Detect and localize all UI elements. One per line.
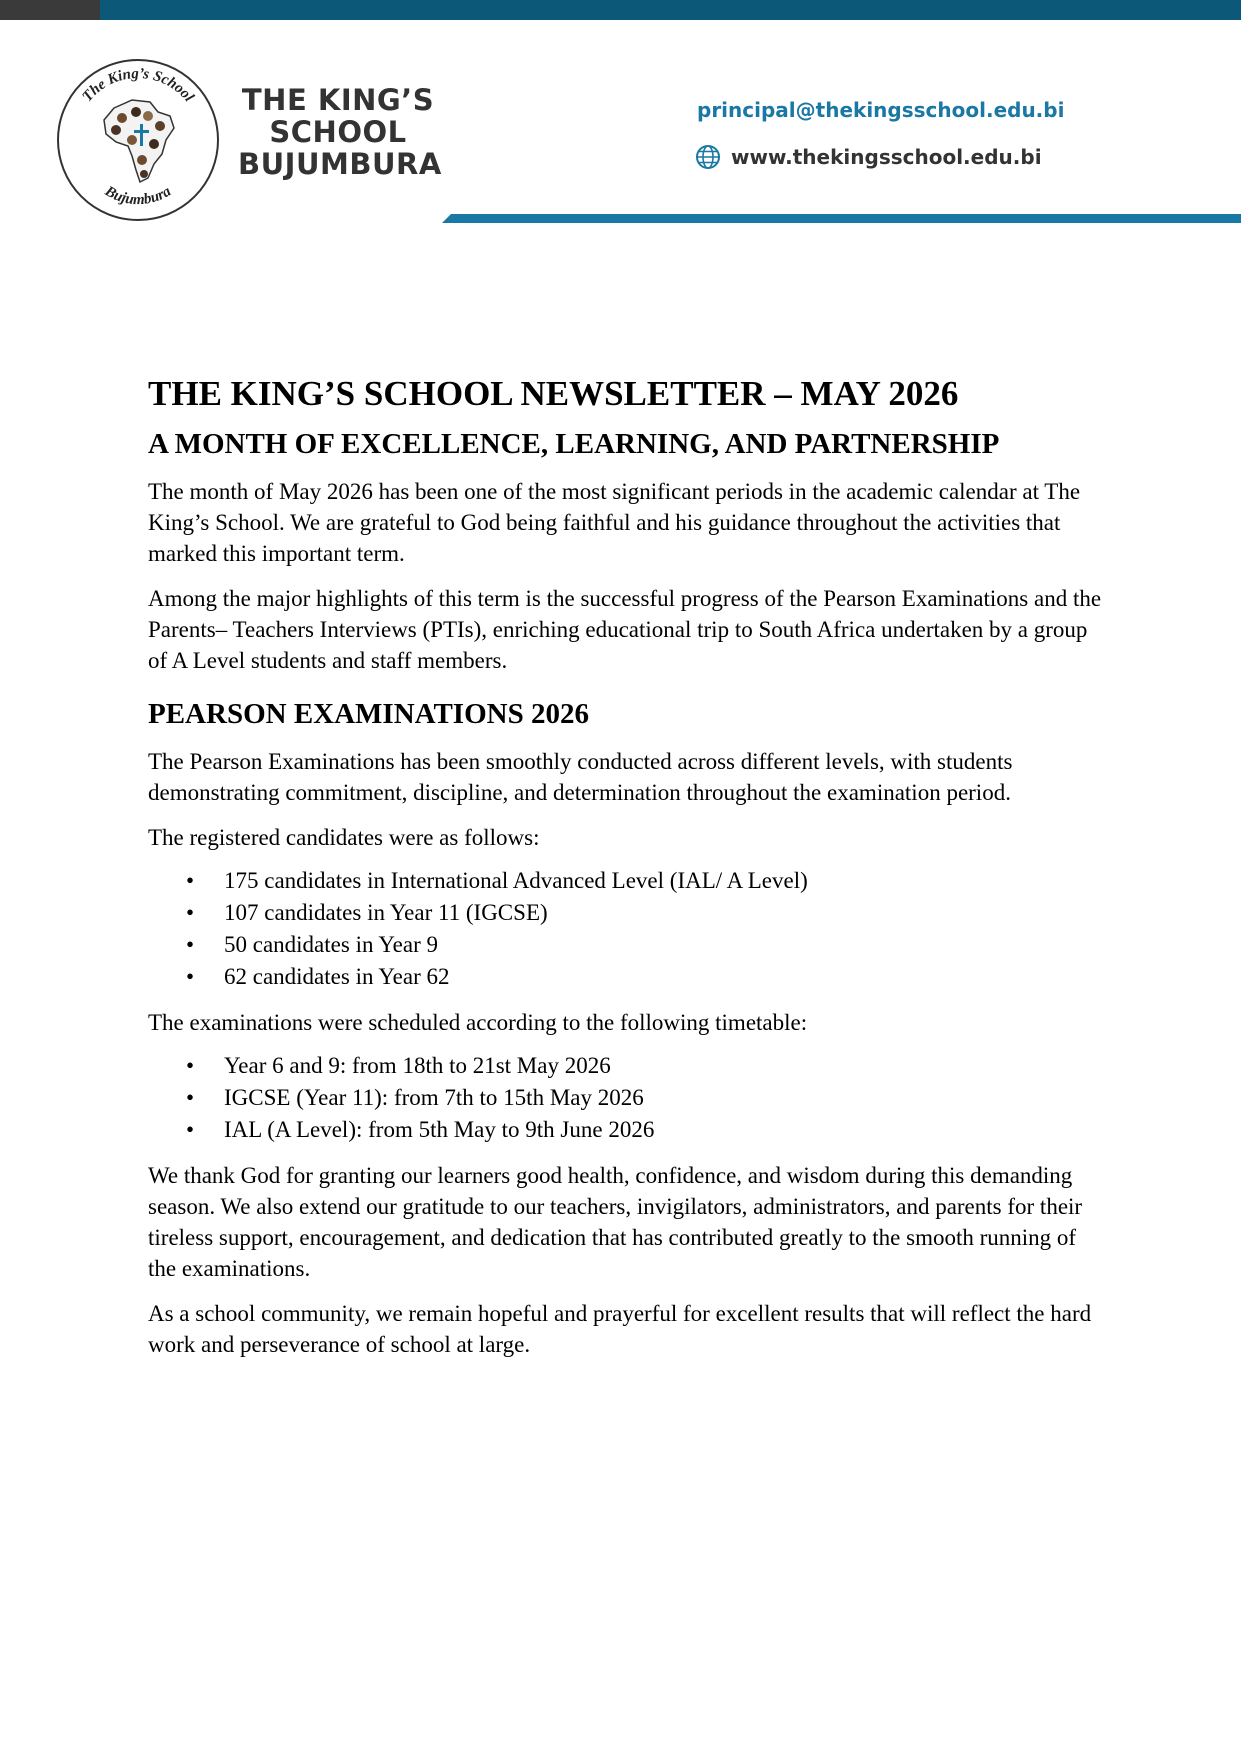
candidates-intro: The registered candidates were as follows: xyxy=(148,825,540,850)
globe-icon xyxy=(695,144,721,170)
list-item: • Year 6 and 9: from 18th to 21st May 2026 xyxy=(224,1050,1108,1082)
intro-paragraph-1: The month of May 2026 has been one of the most significant periods in the academic calendar at The King’s School. We are grateful to God being faithful and his guidance throughout the activities that marked this important term. xyxy=(148,479,1081,566)
school-name-line-2: SCHOOL xyxy=(269,115,407,149)
school-name-line-3: BUJUMBURA xyxy=(238,147,442,181)
bullet-icon: • xyxy=(186,964,195,989)
pearson-intro-paragraph: The Pearson Examinations has been smoothly conducted across different levels, with students demonstrating commitment, discipline, and determination throughout the examination period. xyxy=(148,749,1013,805)
bullet-icon: • xyxy=(186,932,195,957)
bullet-icon: • xyxy=(186,1085,195,1110)
bullet-icon: • xyxy=(186,1117,195,1142)
list-item: • 175 candidates in International Advanced Level (IAL/ A Level) xyxy=(224,865,1108,897)
newsletter-title: THE KING’S SCHOOL NEWSLETTER – MAY 2026 xyxy=(148,374,959,413)
list-item: • 107 candidates in Year 11 (IGCSE) xyxy=(224,897,1108,929)
newsletter-body xyxy=(148,370,1108,1360)
contact-email-link[interactable]: principal@thekingsschool.edu.bi xyxy=(697,98,1065,122)
newsletter-subtitle: A MONTH OF EXCELLENCE, LEARNING, AND PARTNERSHIP xyxy=(148,428,1000,460)
school-logo xyxy=(54,56,222,224)
bullet-icon: • xyxy=(186,1053,195,1078)
list-item: • 62 candidates in Year 62 xyxy=(224,961,1108,993)
header-divider-stripe xyxy=(442,214,1241,223)
list-item: • 50 candidates in Year 9 xyxy=(224,929,1108,961)
intro-paragraph-2: Among the major highlights of this term is the successful progress of the Pearson Examinations and the Parents– Teachers Interviews (PTIs), enriching educational trip to South Africa undertaken by a group of A Level students and staff members. xyxy=(148,586,1102,673)
logo-ring-text-top: The King’s School xyxy=(79,65,197,106)
header-top-bar-dark-segment xyxy=(0,0,100,20)
website-text: www.thekingsschool.edu.bi xyxy=(731,145,1042,169)
list-item: • IGCSE (Year 11): from 7th to 15th May 2026 xyxy=(224,1082,1108,1114)
closing-paragraph-2: As a school community, we remain hopeful and prayerful for excellent results that will reflect the hard work and perseverance of school at large. xyxy=(148,1301,1092,1357)
candidates-list xyxy=(148,865,1108,993)
bullet-icon: • xyxy=(186,900,195,925)
logo-ring-text-bottom: Bujumbura xyxy=(102,183,174,209)
contact-website-link[interactable] xyxy=(695,144,1042,170)
timetable-list xyxy=(148,1050,1108,1146)
timetable-intro: The examinations were scheduled according to the following timetable: xyxy=(148,1010,808,1035)
list-item: • IAL (A Level): from 5th May to 9th June 2026 xyxy=(224,1114,1108,1146)
bullet-icon: • xyxy=(186,868,195,893)
pearson-heading: PEARSON EXAMINATIONS 2026 xyxy=(148,698,589,730)
school-name xyxy=(238,83,442,181)
school-name-line-1: THE KING’S xyxy=(241,83,435,117)
closing-paragraph-1: We thank God for granting our learners good health, confidence, and wisdom during this demanding season. We also extend our gratitude to our teachers, invigilators, administrators, and parents for their tireless support, encouragement, and dedication that has contributed greatly to the smooth running of the examinations. xyxy=(148,1163,1083,1281)
header-top-bar xyxy=(0,0,1241,20)
